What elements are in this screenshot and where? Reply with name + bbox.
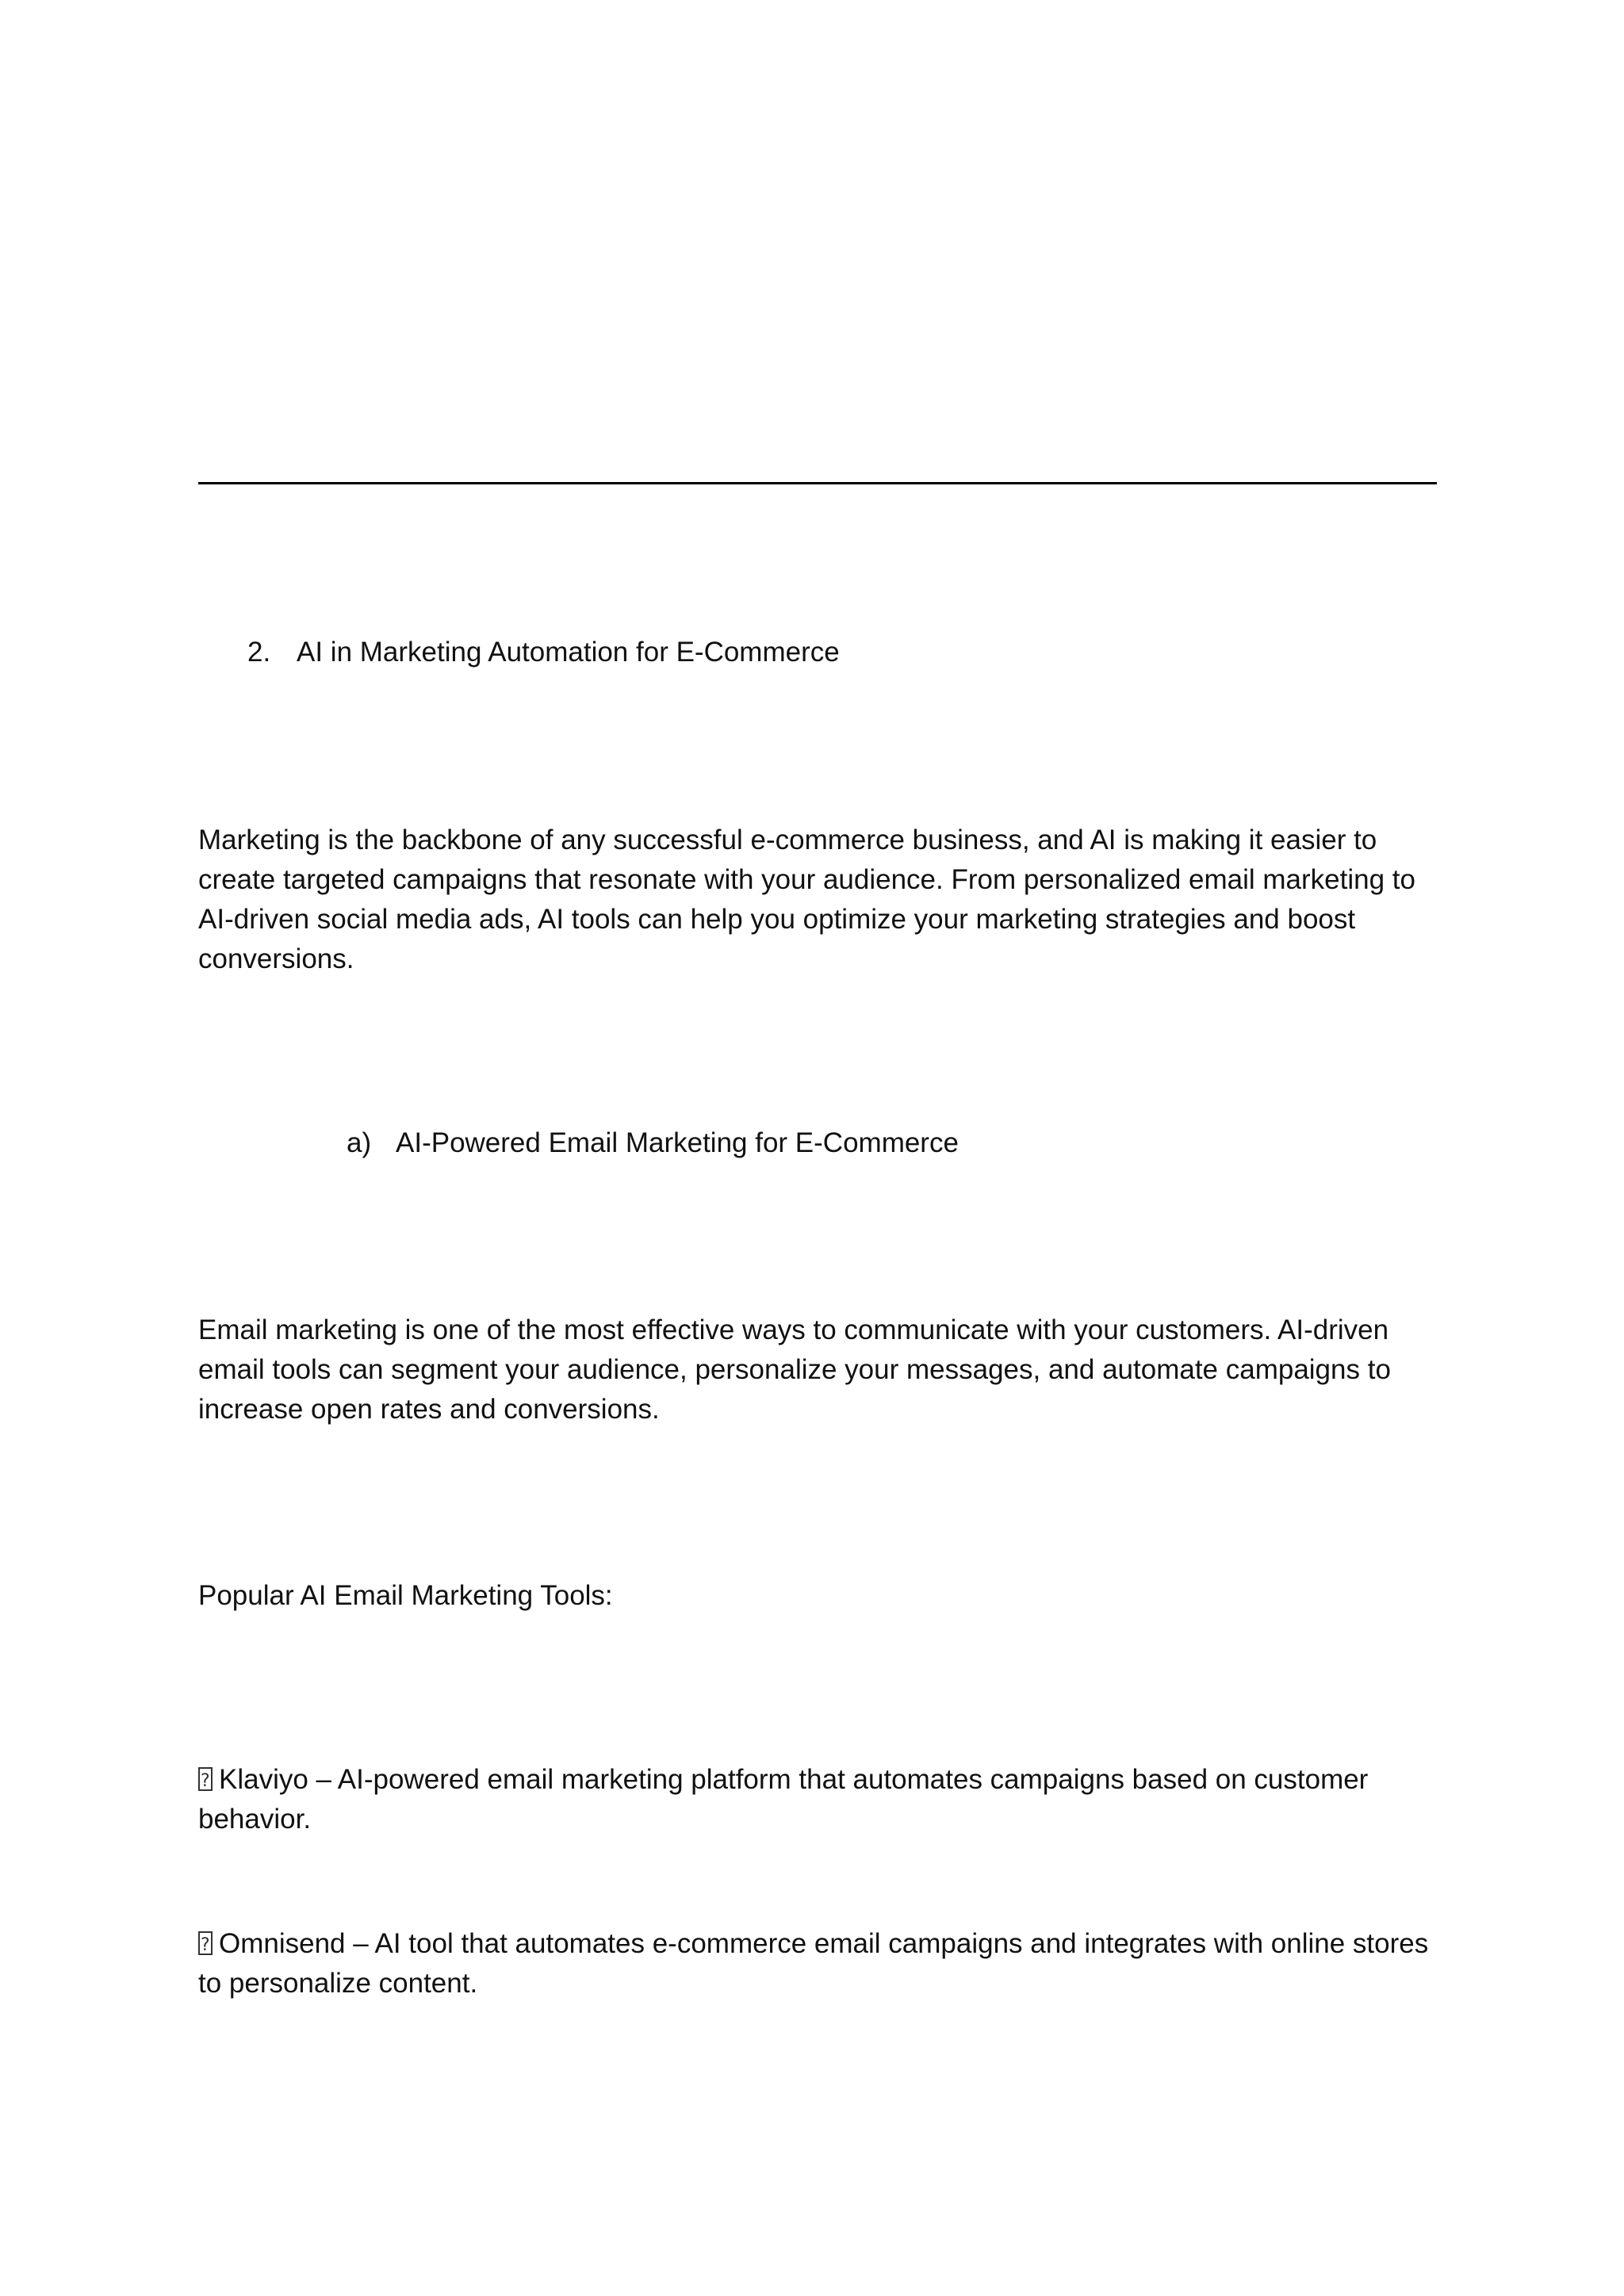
- tool-item-text: Klaviyo – AI-powered email marketing platform that automates campaigns based on customer behavior.: [198, 1764, 1369, 1835]
- section-number: 2.: [247, 637, 271, 668]
- tool-item-omnisend: [198, 1924, 1443, 2003]
- section-title: AI in Marketing Automation for E-Commerce: [297, 637, 840, 668]
- email-paragraph: Email marketing is one of the most effective ways to communicate with your customers. AI-driven email tools can segment your audience, personalize your messages, and automate campaigns to increase open rates and conversions.: [198, 1314, 1391, 1425]
- tools-heading: Popular AI Email Marketing Tools:: [198, 1580, 613, 1611]
- section-heading: [247, 633, 840, 672]
- missing-glyph-icon: [198, 1931, 213, 1955]
- tool-item-klaviyo: [198, 1760, 1443, 1839]
- subsection-marker: a): [347, 1127, 372, 1158]
- subsection-heading: [347, 1123, 959, 1163]
- subsection-title: AI-Powered Email Marketing for E-Commerce: [396, 1127, 959, 1158]
- horizontal-rule: [198, 482, 1437, 484]
- tool-item-text: Omnisend – AI tool that automates e-commerce email campaigns and integrates with online stores to personalize content.: [198, 1928, 1429, 1999]
- intro-paragraph: Marketing is the backbone of any successful e-commerce business, and AI is making it easier to create targeted campaigns that resonate with your audience. From personalized email marketing to AI-driven social media ads, AI tools can help you optimize your marketing strategies and boost conversions.: [198, 825, 1415, 974]
- missing-glyph-icon: [198, 1767, 213, 1791]
